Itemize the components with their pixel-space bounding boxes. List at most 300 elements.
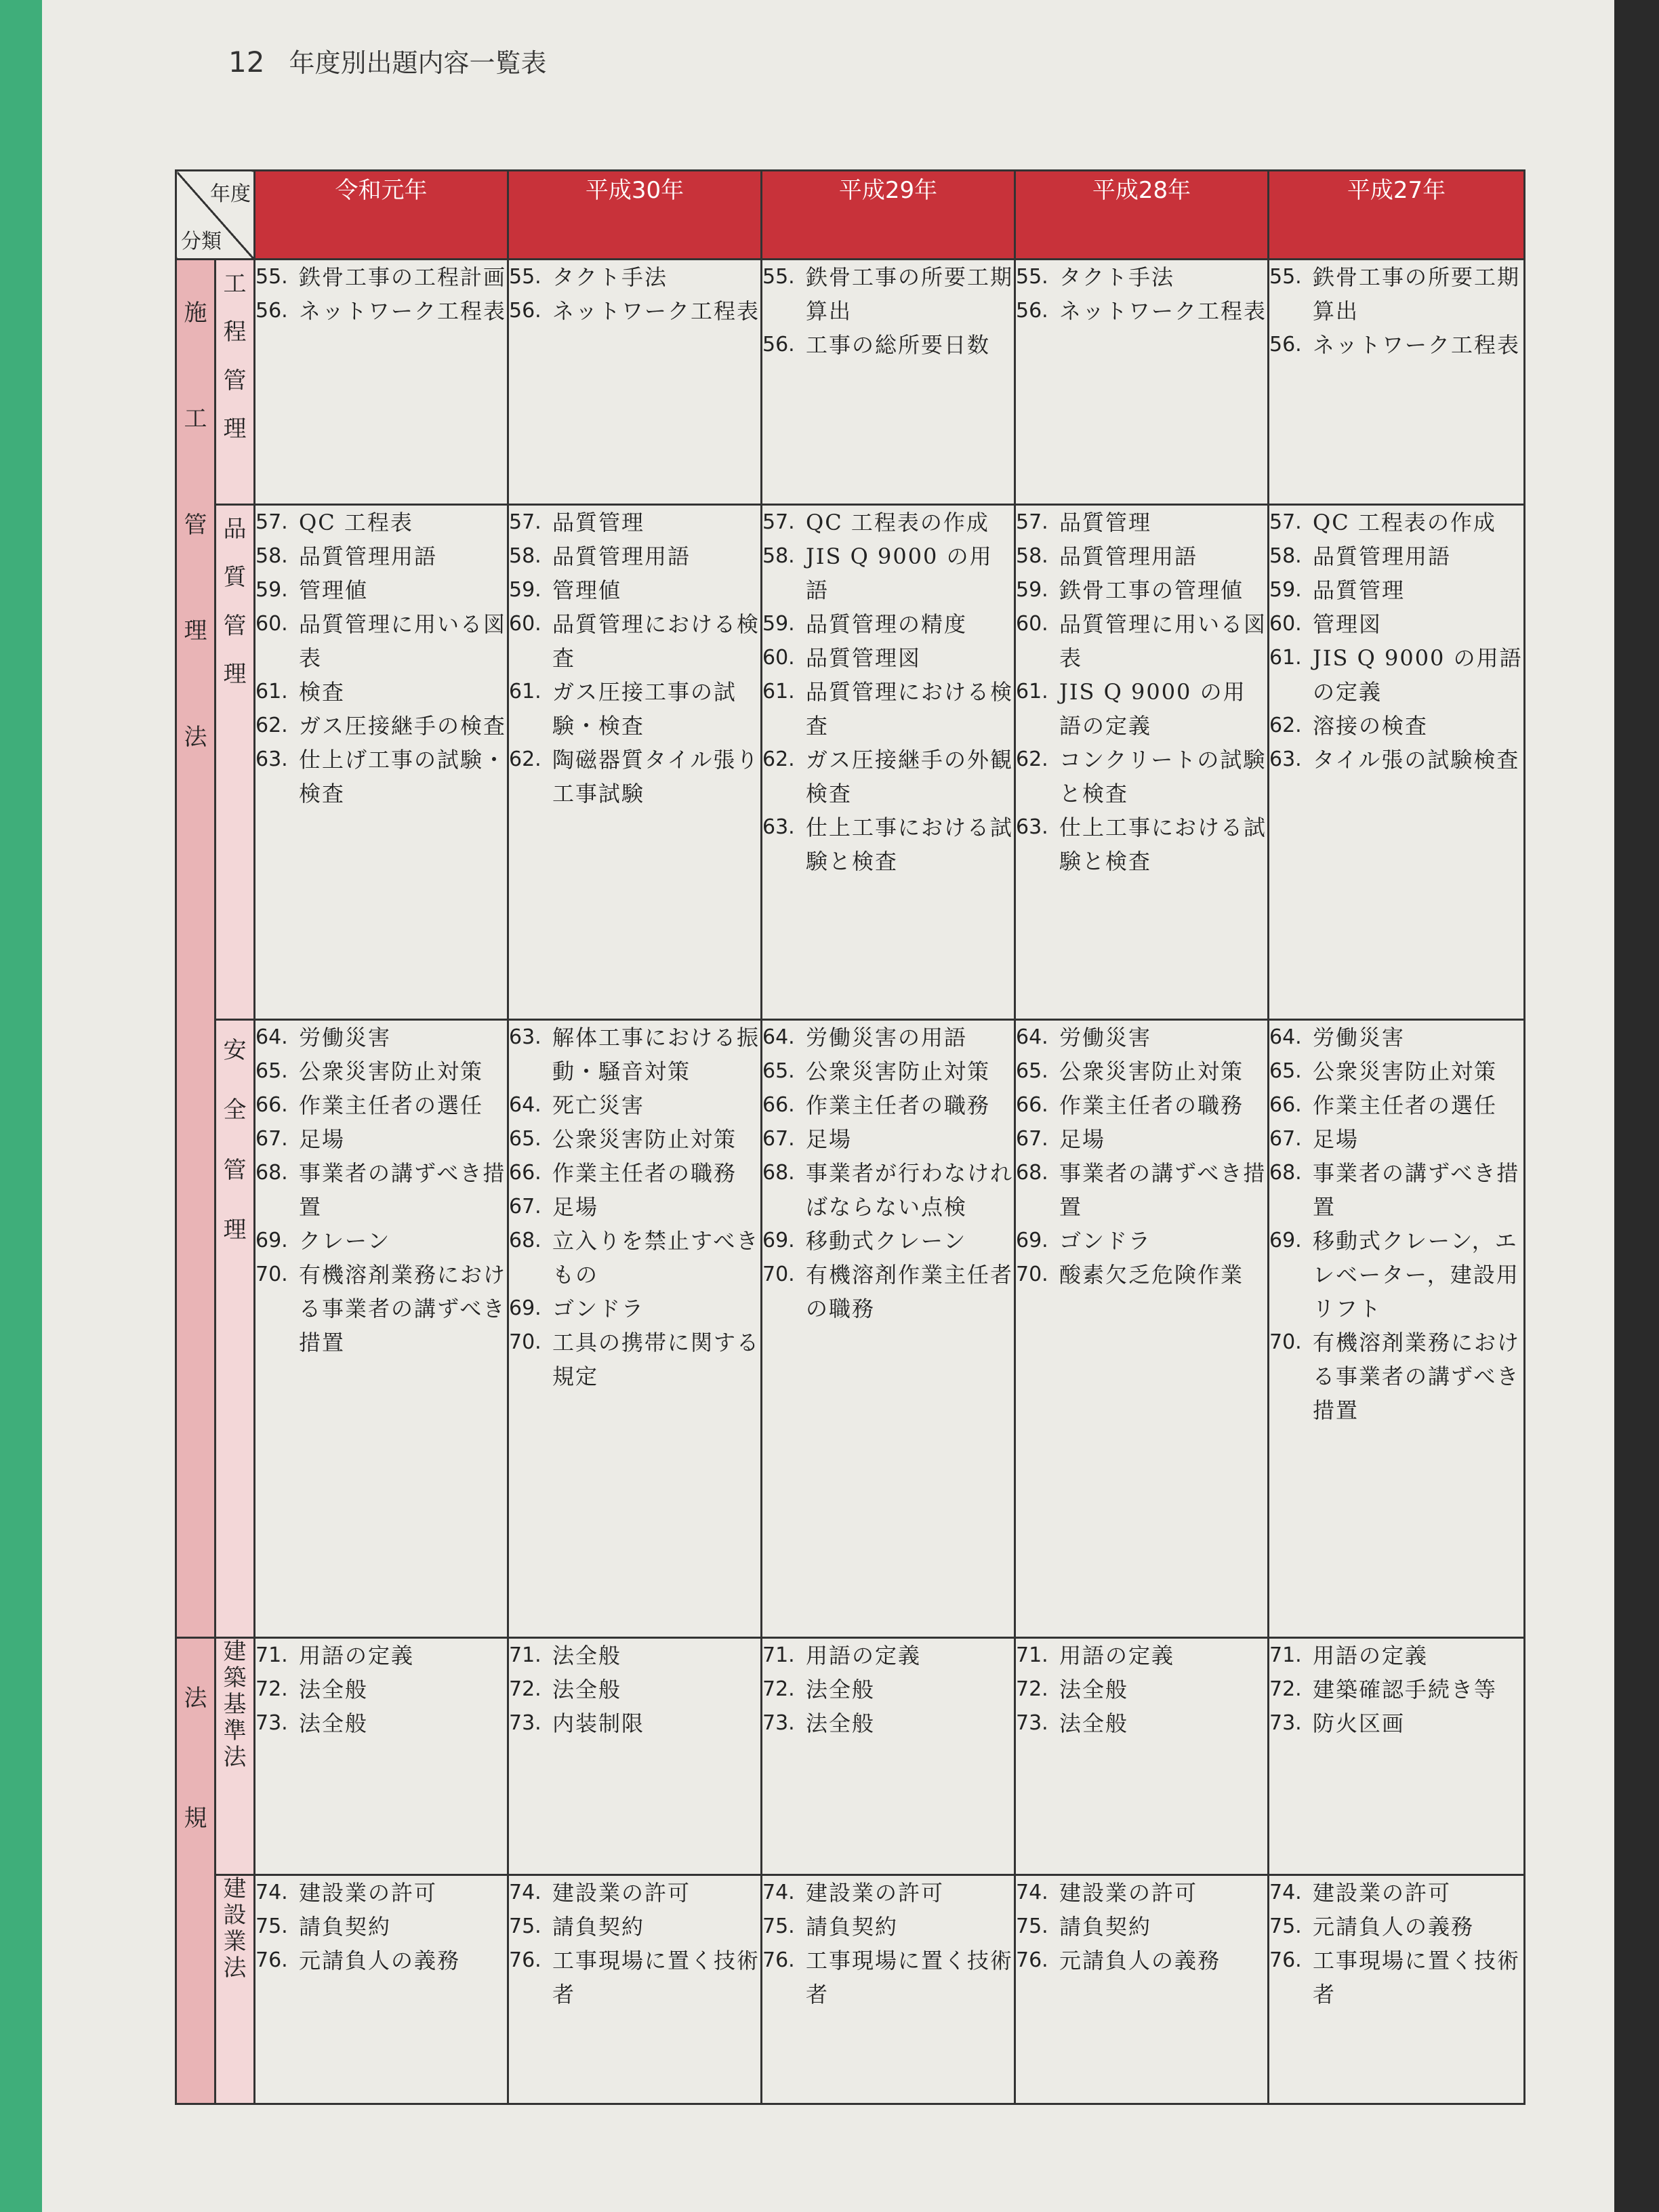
topic-item bbox=[1269, 1326, 1523, 1427]
topic-item bbox=[1016, 294, 1267, 328]
question-number: 58. bbox=[1016, 544, 1048, 568]
topic-text: 品質管理図 bbox=[806, 645, 922, 671]
topic-list bbox=[762, 1876, 1014, 2011]
question-number: 63. bbox=[255, 747, 288, 771]
question-number: 70. bbox=[255, 1263, 288, 1286]
topic-text: 元請負人の義務 bbox=[1313, 1914, 1475, 1940]
question-number: 70. bbox=[762, 1263, 795, 1286]
topic-item bbox=[255, 1122, 507, 1156]
topic-text: 公衆災害防止対策 bbox=[299, 1059, 484, 1084]
topic-item bbox=[509, 1326, 760, 1393]
question-number: 74. bbox=[509, 1881, 541, 1904]
question-number: 55. bbox=[1016, 265, 1048, 289]
topic-list bbox=[509, 1639, 760, 1740]
topic-text: 元請負人の義務 bbox=[299, 1948, 461, 1973]
topic-text: クレーン bbox=[299, 1228, 391, 1254]
topic-text: ネットワーク工程表 bbox=[1313, 332, 1521, 358]
question-number: 73. bbox=[1269, 1711, 1302, 1735]
topic-text: 品質管理用語 bbox=[299, 544, 438, 569]
topic-text: 品質管理 bbox=[1059, 510, 1152, 535]
topic-item bbox=[255, 506, 507, 539]
topic-text: 品質管理用語 bbox=[552, 544, 691, 569]
question-number: 57. bbox=[255, 510, 288, 534]
year-header: 令和元年 bbox=[255, 171, 508, 260]
question-number: 62. bbox=[762, 747, 795, 771]
topic-item bbox=[509, 260, 760, 294]
topic-text: ガス圧接継手の外観検査 bbox=[806, 747, 1014, 806]
topic-item bbox=[255, 1639, 507, 1673]
topic-item bbox=[1269, 1122, 1523, 1156]
topic-item bbox=[1269, 539, 1523, 573]
question-number: 65. bbox=[1016, 1059, 1048, 1083]
topic-item bbox=[255, 1156, 507, 1224]
topic-text: 工事の総所要日数 bbox=[806, 332, 991, 358]
topic-text: 酸素欠乏危険作業 bbox=[1059, 1262, 1244, 1288]
topic-text: 溶接の検査 bbox=[1313, 713, 1429, 739]
topic-item bbox=[762, 1122, 1014, 1156]
question-number: 75. bbox=[762, 1914, 795, 1938]
topic-item bbox=[1269, 607, 1523, 641]
corner-cell bbox=[176, 171, 255, 260]
topic-cell bbox=[1269, 260, 1525, 505]
question-number: 72. bbox=[509, 1677, 541, 1701]
topic-cell bbox=[762, 1638, 1015, 1875]
topic-item bbox=[255, 1054, 507, 1088]
topic-text: 用語の定義 bbox=[1313, 1643, 1429, 1668]
topic-text: コンクリートの試験と検査 bbox=[1059, 747, 1267, 806]
topic-text: 足場 bbox=[806, 1126, 853, 1152]
question-number: 76. bbox=[762, 1948, 795, 1972]
topic-list bbox=[1269, 1639, 1523, 1740]
question-number: 71. bbox=[1269, 1643, 1302, 1667]
question-number: 62. bbox=[1269, 714, 1302, 737]
question-number: 63. bbox=[1016, 815, 1048, 839]
question-number: 57. bbox=[1269, 510, 1302, 534]
topic-item bbox=[255, 1673, 507, 1706]
topic-list bbox=[1269, 1021, 1523, 1427]
question-number: 66. bbox=[1016, 1093, 1048, 1117]
question-number: 56. bbox=[762, 333, 795, 356]
topic-item bbox=[1016, 1054, 1267, 1088]
category-row bbox=[176, 260, 1525, 505]
topic-item bbox=[509, 1156, 760, 1190]
topic-cell bbox=[1269, 1020, 1525, 1638]
question-number: 72. bbox=[1016, 1677, 1048, 1701]
question-number: 76. bbox=[1269, 1948, 1302, 1972]
topic-text: 品質管理における検査 bbox=[806, 679, 1014, 739]
topic-text: タクト手法 bbox=[552, 264, 668, 290]
topic-text: 仕上げ工事の試験・検査 bbox=[299, 747, 507, 806]
topic-item bbox=[509, 1910, 760, 1944]
topic-item bbox=[1016, 1021, 1267, 1054]
page-number: 12 bbox=[228, 45, 265, 79]
topic-item bbox=[1016, 743, 1267, 811]
question-number: 68. bbox=[509, 1229, 541, 1252]
topic-item bbox=[509, 1088, 760, 1122]
topic-cell bbox=[762, 505, 1015, 1020]
topic-item bbox=[255, 294, 507, 328]
topic-text: ゴンドラ bbox=[1059, 1228, 1152, 1254]
topic-item bbox=[1269, 1088, 1523, 1122]
topic-text: JIS Q 9000 の用語 bbox=[806, 544, 993, 603]
topic-text: 作業主任者の職務 bbox=[1059, 1092, 1244, 1118]
topic-list bbox=[1269, 1876, 1523, 2011]
topic-cell bbox=[255, 505, 508, 1020]
question-number: 55. bbox=[255, 265, 288, 289]
year-header: 平成30年 bbox=[508, 171, 762, 260]
question-number: 64. bbox=[509, 1093, 541, 1117]
question-number: 74. bbox=[1016, 1881, 1048, 1904]
topic-text: 用語の定義 bbox=[806, 1643, 922, 1668]
topic-text: 管理図 bbox=[1313, 611, 1382, 637]
topic-item bbox=[1269, 573, 1523, 607]
question-number: 62. bbox=[255, 714, 288, 737]
topic-item bbox=[1016, 607, 1267, 675]
topic-cell bbox=[1015, 1875, 1269, 2104]
topic-text: 建設業の許可 bbox=[1313, 1880, 1452, 1906]
topic-item bbox=[1016, 1876, 1267, 1910]
topic-text: 法全般 bbox=[806, 1677, 876, 1702]
topic-text: 公衆災害防止対策 bbox=[806, 1059, 991, 1084]
subcategory-construction-business-act bbox=[216, 1875, 255, 2104]
topic-list bbox=[1016, 1876, 1267, 1978]
topic-text: 工事現場に置く技術者 bbox=[1313, 1948, 1521, 2007]
subcategory-label: 工程管理 bbox=[223, 270, 247, 443]
topic-text: 品質管理における検査 bbox=[552, 611, 760, 671]
topic-item bbox=[509, 294, 760, 328]
question-number: 71. bbox=[255, 1643, 288, 1667]
topic-text: QC 工程表の作成 bbox=[1313, 510, 1496, 535]
question-number: 67. bbox=[762, 1127, 795, 1151]
question-number: 59. bbox=[509, 578, 541, 602]
topic-text: 鉄骨工事の所要工期算出 bbox=[1313, 264, 1521, 324]
topic-item bbox=[1016, 1706, 1267, 1740]
year-header: 平成27年 bbox=[1269, 171, 1525, 260]
topic-cell bbox=[255, 1875, 508, 2104]
question-number: 65. bbox=[762, 1059, 795, 1083]
topic-item bbox=[509, 1292, 760, 1326]
topic-item bbox=[255, 709, 507, 743]
question-number: 72. bbox=[1269, 1677, 1302, 1701]
topic-item bbox=[509, 1706, 760, 1740]
topic-text: 建築確認手続き等 bbox=[1313, 1677, 1498, 1702]
topic-text: 足場 bbox=[1313, 1126, 1359, 1152]
topic-list bbox=[255, 1639, 507, 1740]
question-number: 57. bbox=[762, 510, 795, 534]
question-number: 62. bbox=[1016, 747, 1048, 771]
question-number: 61. bbox=[255, 680, 288, 703]
topic-item bbox=[1016, 506, 1267, 539]
question-number: 68. bbox=[1016, 1161, 1048, 1185]
question-number: 66. bbox=[255, 1093, 288, 1117]
topic-text: 鉄骨工事の管理値 bbox=[1059, 577, 1244, 603]
topic-text: 建設業の許可 bbox=[552, 1880, 691, 1906]
question-number: 66. bbox=[1269, 1093, 1302, 1117]
topic-item bbox=[255, 1944, 507, 1978]
topic-item bbox=[1269, 1054, 1523, 1088]
topic-text: 用語の定義 bbox=[299, 1643, 415, 1668]
question-number: 65. bbox=[1269, 1059, 1302, 1083]
topic-list bbox=[509, 506, 760, 811]
topic-item bbox=[762, 1910, 1014, 1944]
topic-text: 立入りを禁止すべきもの bbox=[552, 1228, 760, 1288]
topic-text: 品質管理用語 bbox=[1313, 544, 1452, 569]
topic-list bbox=[509, 1021, 760, 1393]
topic-list bbox=[1269, 260, 1523, 362]
topic-item bbox=[1016, 1088, 1267, 1122]
topic-item bbox=[762, 1639, 1014, 1673]
topic-item bbox=[255, 1876, 507, 1910]
topic-cell bbox=[255, 1638, 508, 1875]
question-number: 63. bbox=[1269, 747, 1302, 771]
topic-item bbox=[255, 573, 507, 607]
topic-item bbox=[1269, 1706, 1523, 1740]
topic-item bbox=[509, 607, 760, 675]
topic-text: 用語の定義 bbox=[1059, 1643, 1175, 1668]
topic-text: QC 工程表の作成 bbox=[806, 510, 989, 535]
topic-list bbox=[509, 1876, 760, 2011]
question-number: 75. bbox=[1016, 1914, 1048, 1938]
question-number: 74. bbox=[255, 1881, 288, 1904]
topic-text: ネットワーク工程表 bbox=[552, 298, 760, 324]
topic-item bbox=[1269, 1021, 1523, 1054]
category-row bbox=[176, 1638, 1525, 1875]
topic-item bbox=[1016, 539, 1267, 573]
question-number: 69. bbox=[762, 1229, 795, 1252]
topic-text: 作業主任者の職務 bbox=[806, 1092, 991, 1118]
topic-text: 検査 bbox=[299, 679, 346, 705]
question-number: 58. bbox=[1269, 544, 1302, 568]
topic-item bbox=[1269, 709, 1523, 743]
topic-text: 解体工事における振動・騒音対策 bbox=[552, 1025, 760, 1084]
corner-year-label: 年度 bbox=[210, 182, 251, 206]
topic-text: 足場 bbox=[552, 1194, 599, 1220]
topic-item bbox=[509, 1224, 760, 1292]
subcategory-building-standards-act bbox=[216, 1638, 255, 1875]
question-number: 56. bbox=[509, 299, 541, 323]
question-number: 69. bbox=[1269, 1229, 1302, 1252]
question-number: 59. bbox=[1269, 578, 1302, 602]
topic-item bbox=[509, 573, 760, 607]
topic-text: 作業主任者の選任 bbox=[299, 1092, 484, 1118]
topic-text: 請負契約 bbox=[552, 1914, 645, 1940]
topic-text: 請負契約 bbox=[806, 1914, 899, 1940]
page-header bbox=[228, 42, 546, 79]
corner-class-label: 分類 bbox=[181, 230, 222, 253]
topic-text: 請負契約 bbox=[1059, 1914, 1152, 1940]
question-number: 68. bbox=[255, 1161, 288, 1185]
topic-item bbox=[255, 260, 507, 294]
topic-text: ガス圧接工事の試験・検査 bbox=[552, 679, 737, 739]
category-row bbox=[176, 1875, 1525, 2104]
question-number: 70. bbox=[1016, 1263, 1048, 1286]
topic-text: 事業者の講ずべき措置 bbox=[299, 1160, 506, 1220]
question-number: 76. bbox=[509, 1948, 541, 1972]
question-number: 73. bbox=[762, 1711, 795, 1735]
topic-text: 品質管理用語 bbox=[1059, 544, 1198, 569]
topic-item bbox=[762, 1224, 1014, 1258]
question-number: 59. bbox=[762, 612, 795, 636]
topic-text: 有機溶剤業務における事業者の講ずべき措置 bbox=[299, 1262, 507, 1355]
topic-item bbox=[255, 1706, 507, 1740]
topic-item bbox=[1269, 1673, 1523, 1706]
topic-cell bbox=[508, 1020, 762, 1638]
question-number: 58. bbox=[509, 544, 541, 568]
subcategory-label: 品質管理 bbox=[223, 516, 247, 689]
topic-text: 作業主任者の選任 bbox=[1313, 1092, 1498, 1118]
topic-list bbox=[1016, 506, 1267, 878]
question-number: 58. bbox=[762, 544, 795, 568]
topic-item bbox=[509, 1639, 760, 1673]
question-number: 69. bbox=[255, 1229, 288, 1252]
topic-item bbox=[762, 1876, 1014, 1910]
topic-item bbox=[1016, 573, 1267, 607]
topic-text: 足場 bbox=[1059, 1126, 1106, 1152]
question-number: 61. bbox=[1269, 646, 1302, 670]
question-number: 70. bbox=[1269, 1330, 1302, 1354]
question-number: 66. bbox=[762, 1093, 795, 1117]
question-number: 69. bbox=[509, 1296, 541, 1320]
topic-text: 死亡災害 bbox=[552, 1092, 645, 1118]
question-number: 73. bbox=[509, 1711, 541, 1735]
topic-cell bbox=[508, 505, 762, 1020]
topic-text: 労働災害 bbox=[299, 1025, 392, 1050]
topic-text: JIS Q 9000 の用語の定義 bbox=[1059, 679, 1246, 739]
topic-text: ゴンドラ bbox=[552, 1296, 645, 1322]
question-number: 63. bbox=[509, 1025, 541, 1049]
topic-item bbox=[762, 1021, 1014, 1054]
subcategory-safety-management bbox=[216, 1020, 255, 1638]
question-number: 64. bbox=[1016, 1025, 1048, 1049]
topic-item bbox=[762, 1156, 1014, 1224]
topic-item bbox=[255, 1910, 507, 1944]
topic-cell bbox=[255, 1020, 508, 1638]
question-number: 71. bbox=[509, 1643, 541, 1667]
topic-list bbox=[1016, 1021, 1267, 1292]
question-number: 70. bbox=[509, 1330, 541, 1354]
topic-item bbox=[509, 1190, 760, 1224]
topic-text: QC 工程表 bbox=[299, 510, 413, 535]
topic-item bbox=[1016, 260, 1267, 294]
topic-item bbox=[1269, 1910, 1523, 1944]
question-number: 60. bbox=[1016, 612, 1048, 636]
question-number: 60. bbox=[1269, 612, 1302, 636]
group-construction-management bbox=[176, 260, 216, 1638]
topic-text: ガス圧接継手の検査 bbox=[299, 713, 507, 739]
exam-topics-table bbox=[175, 169, 1525, 2105]
topic-item bbox=[762, 539, 1014, 607]
topic-text: 建設業の許可 bbox=[806, 1880, 945, 1906]
question-number: 61. bbox=[1016, 680, 1048, 703]
question-number: 74. bbox=[762, 1881, 795, 1904]
topic-text: 足場 bbox=[299, 1126, 346, 1152]
topic-item bbox=[762, 328, 1014, 362]
topic-item bbox=[509, 1876, 760, 1910]
topic-text: 労働災害 bbox=[1313, 1025, 1406, 1050]
question-number: 55. bbox=[762, 265, 795, 289]
question-number: 57. bbox=[1016, 510, 1048, 534]
topic-item bbox=[762, 1258, 1014, 1326]
topic-text: 法全般 bbox=[1059, 1677, 1129, 1702]
topic-item bbox=[762, 811, 1014, 878]
question-number: 68. bbox=[1269, 1161, 1302, 1185]
topic-text: 管理値 bbox=[299, 577, 369, 603]
question-number: 67. bbox=[1016, 1127, 1048, 1151]
topic-text: 有機溶剤作業主任者の職務 bbox=[806, 1262, 1014, 1322]
topic-list bbox=[255, 1876, 507, 1978]
topic-cell bbox=[1015, 1638, 1269, 1875]
topic-item bbox=[255, 1258, 507, 1359]
topic-list bbox=[1016, 260, 1267, 328]
question-number: 62. bbox=[509, 747, 541, 771]
question-number: 65. bbox=[255, 1059, 288, 1083]
topic-cell bbox=[1269, 1875, 1525, 2104]
topic-item bbox=[255, 743, 507, 811]
topic-item bbox=[1016, 1639, 1267, 1673]
topic-text: 法全般 bbox=[299, 1677, 369, 1702]
topic-item bbox=[1269, 328, 1523, 362]
topic-text: 公衆災害防止対策 bbox=[552, 1126, 737, 1152]
topic-cell bbox=[1269, 1638, 1525, 1875]
question-number: 67. bbox=[255, 1127, 288, 1151]
question-number: 56. bbox=[1269, 333, 1302, 356]
question-number: 59. bbox=[1016, 578, 1048, 602]
topic-list bbox=[762, 506, 1014, 878]
question-number: 56. bbox=[1016, 299, 1048, 323]
topic-text: 鉄骨工事の工程計画 bbox=[299, 264, 507, 290]
topic-cell bbox=[1269, 505, 1525, 1020]
topic-list bbox=[762, 1021, 1014, 1326]
topic-text: 鉄骨工事の所要工期算出 bbox=[806, 264, 1014, 324]
topic-text: 工事現場に置く技術者 bbox=[806, 1948, 1014, 2007]
topic-item bbox=[255, 1021, 507, 1054]
question-number: 67. bbox=[509, 1195, 541, 1218]
topic-text: 元請負人の義務 bbox=[1059, 1948, 1221, 1973]
question-number: 63. bbox=[762, 815, 795, 839]
question-number: 73. bbox=[255, 1711, 288, 1735]
year-header-row bbox=[176, 171, 1525, 260]
topic-item bbox=[509, 1944, 760, 2011]
topic-list bbox=[1269, 506, 1523, 777]
topic-item bbox=[1269, 1639, 1523, 1673]
question-number: 75. bbox=[255, 1914, 288, 1938]
topic-item bbox=[762, 607, 1014, 641]
topic-text: 公衆災害防止対策 bbox=[1059, 1059, 1244, 1084]
topic-item bbox=[762, 641, 1014, 675]
topic-cell bbox=[1015, 505, 1269, 1020]
topic-text: 品質管理に用いる図表 bbox=[1059, 611, 1267, 671]
question-number: 56. bbox=[255, 299, 288, 323]
topic-text: 作業主任者の職務 bbox=[552, 1160, 737, 1186]
topic-text: 管理値 bbox=[552, 577, 622, 603]
topic-text: 仕上工事における試験と検査 bbox=[806, 815, 1014, 874]
question-number: 60. bbox=[762, 646, 795, 670]
topic-text: 法全般 bbox=[552, 1677, 622, 1702]
topic-text: 労働災害 bbox=[1059, 1025, 1152, 1050]
topic-item bbox=[762, 1673, 1014, 1706]
question-number: 69. bbox=[1016, 1229, 1048, 1252]
topic-cell bbox=[762, 1875, 1015, 2104]
topic-text: 工事現場に置く技術者 bbox=[552, 1948, 760, 2007]
topic-text: 公衆災害防止対策 bbox=[1313, 1059, 1498, 1084]
topic-item bbox=[255, 607, 507, 675]
topic-cell bbox=[762, 260, 1015, 505]
topic-list bbox=[255, 1021, 507, 1359]
topic-item bbox=[1269, 260, 1523, 328]
year-header: 平成28年 bbox=[1015, 171, 1269, 260]
topic-text: 陶磁器質タイル張り工事試験 bbox=[552, 747, 760, 806]
topic-text: 仕上工事における試験と検査 bbox=[1059, 815, 1267, 874]
